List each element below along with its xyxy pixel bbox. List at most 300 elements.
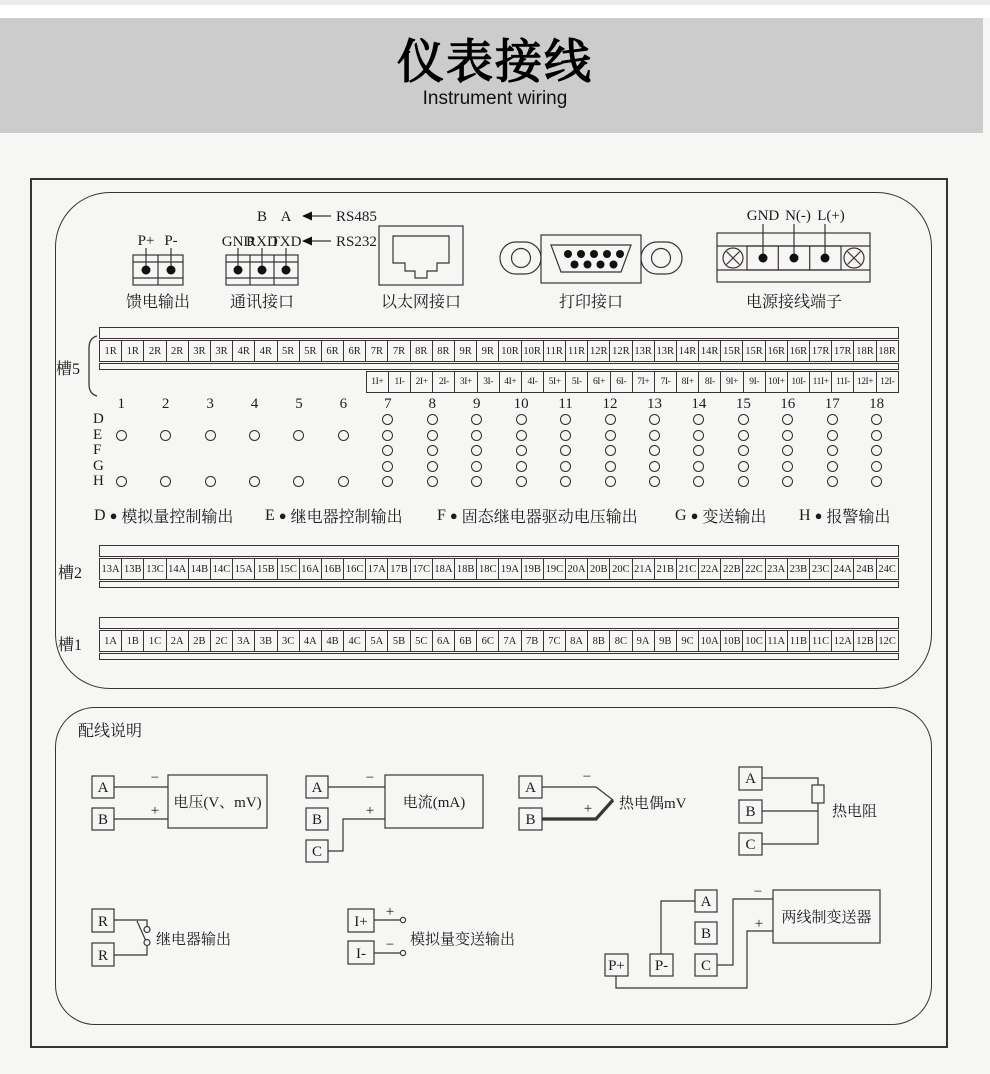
io-grid-cell bbox=[99, 474, 143, 490]
slot5-i-terminal-cell: 2I+ bbox=[410, 371, 433, 393]
rj45-icon bbox=[393, 236, 449, 278]
legend-item bbox=[675, 504, 766, 527]
slot2-terminal-cell: 22C bbox=[742, 558, 765, 580]
slot5-i-terminal-cell: 6I+ bbox=[587, 371, 610, 393]
channel-number: 8 bbox=[428, 395, 437, 412]
slot5-terminal-cell: 5R bbox=[299, 340, 322, 362]
channel-number: 7 bbox=[384, 395, 392, 412]
io-grid-cell bbox=[366, 428, 410, 444]
terminal-label: A bbox=[525, 780, 536, 796]
slot2-terminal-cell: 16C bbox=[343, 558, 366, 580]
slot1-terminal-cell: 11A bbox=[765, 630, 788, 652]
slot5-terminal-cell: 17R bbox=[831, 340, 854, 362]
io-point-circle bbox=[871, 430, 882, 441]
io-grid-cell bbox=[677, 443, 721, 459]
slot5-i-terminal-cell: 12I- bbox=[876, 371, 899, 393]
channel-number: 4 bbox=[250, 395, 259, 412]
io-grid-cell bbox=[854, 428, 898, 444]
slot5-terminal-cell: 6R bbox=[343, 340, 366, 362]
io-point-circle bbox=[516, 461, 527, 472]
slot1-terminal-cell: 2A bbox=[166, 630, 189, 652]
slot1-terminal-cell: 3B bbox=[254, 630, 277, 652]
relay-contact bbox=[144, 927, 150, 933]
slot2-terminal-cell: 13B bbox=[121, 558, 144, 580]
feed-dot bbox=[142, 266, 151, 275]
io-grid-row bbox=[99, 474, 899, 490]
io-grid-cell bbox=[143, 459, 187, 475]
io-grid-cell bbox=[143, 428, 187, 444]
slot5-terminal-cell: 7R bbox=[387, 340, 410, 362]
io-grid-cell bbox=[99, 443, 143, 459]
connector-diagram bbox=[100, 200, 900, 314]
slot5-terminal-cell: 1R bbox=[99, 340, 122, 362]
slot2-terminal-cell: 15B bbox=[254, 558, 277, 580]
current-box-label: 电流(mA) bbox=[402, 795, 466, 811]
legend-key: F bbox=[437, 506, 446, 524]
io-grid-cell bbox=[499, 412, 543, 428]
channel-number: 3 bbox=[206, 395, 214, 412]
terminal-label: I+ bbox=[354, 914, 368, 930]
power-left-screw-cross bbox=[727, 252, 740, 265]
slot5-i-terminal-cell: 3I+ bbox=[454, 371, 477, 393]
thermocouple-label: 热电偶mV bbox=[619, 796, 687, 812]
io-point-circle bbox=[871, 445, 882, 456]
db9-pin bbox=[564, 250, 572, 258]
io-grid-cell bbox=[721, 459, 765, 475]
terminal-label: C bbox=[700, 958, 712, 974]
io-point-circle bbox=[249, 476, 260, 487]
slot5-terminal-cell: 12R bbox=[587, 340, 610, 362]
slot2-terminal-cell: 20C bbox=[609, 558, 632, 580]
relay-label: 继电器输出 bbox=[156, 932, 232, 948]
rtd-resistor-icon bbox=[812, 785, 824, 803]
io-grid-cell bbox=[410, 412, 454, 428]
io-grid-cell bbox=[766, 428, 810, 444]
io-grid-cell bbox=[766, 412, 810, 428]
io-point-circle bbox=[471, 476, 482, 487]
terminal-label: P- bbox=[654, 958, 669, 974]
slot2-terminal-cell: 15A bbox=[232, 558, 255, 580]
slot5-terminal-cell: 4R bbox=[232, 340, 255, 362]
io-point-circle bbox=[782, 445, 793, 456]
io-point-circle bbox=[693, 430, 704, 441]
terminal-label: C bbox=[311, 844, 323, 860]
slot5-terminal-cell: 4R bbox=[254, 340, 277, 362]
io-grid-cell bbox=[588, 443, 632, 459]
slot5-i-terminal-cell: 7I- bbox=[654, 371, 677, 393]
io-point-circle bbox=[782, 430, 793, 441]
slot2-terminal-cell: 17A bbox=[365, 558, 388, 580]
db9-pin bbox=[577, 250, 585, 258]
io-grid-cell bbox=[632, 474, 676, 490]
slot2-terminal-cell: 21A bbox=[632, 558, 655, 580]
io-grid-cell bbox=[277, 443, 321, 459]
polarity-minus: − bbox=[150, 770, 160, 786]
io-grid-cell bbox=[854, 412, 898, 428]
slot2-terminal-cell: 24B bbox=[853, 558, 876, 580]
terminal-label: B bbox=[700, 926, 712, 942]
db9-pin bbox=[571, 261, 579, 269]
io-point-circle bbox=[871, 414, 882, 425]
io-grid-cell bbox=[854, 459, 898, 475]
io-point-circle bbox=[649, 445, 660, 456]
io-grid-cell bbox=[810, 459, 854, 475]
io-grid-cell bbox=[143, 474, 187, 490]
rs485-label: RS485 bbox=[336, 209, 377, 225]
channel-number: 12 bbox=[602, 395, 618, 412]
slot1-terminal-cell: 3A bbox=[232, 630, 255, 652]
io-grid-cell bbox=[410, 443, 454, 459]
io-grid-cell bbox=[854, 474, 898, 490]
slot5-terminal-cell: 2R bbox=[143, 340, 166, 362]
legend-key: D bbox=[94, 506, 106, 524]
legend-dot-icon: ● bbox=[449, 507, 458, 523]
io-grid-cell bbox=[321, 474, 365, 490]
slot2-bottom-bar bbox=[99, 581, 899, 588]
slot2-terminal-cell: 14B bbox=[188, 558, 211, 580]
comm-wires bbox=[238, 248, 286, 268]
terminal-label: A bbox=[700, 894, 712, 910]
analog-out-label: 模拟量变送输出 bbox=[410, 932, 516, 948]
io-grid-cell bbox=[632, 428, 676, 444]
terminal-label: R bbox=[97, 914, 109, 930]
io-point-circle bbox=[605, 445, 616, 456]
io-point-circle bbox=[738, 476, 749, 487]
terminal-label: I- bbox=[356, 946, 366, 962]
db9-pin bbox=[610, 261, 618, 269]
terminal-label: A bbox=[311, 780, 323, 796]
polarity-minus: − bbox=[582, 769, 592, 785]
feed-dot bbox=[167, 266, 176, 275]
slot2-terminal-cell: 18B bbox=[454, 558, 477, 580]
wiring-diagrams bbox=[60, 750, 930, 1020]
io-point-circle bbox=[205, 430, 216, 441]
io-grid-cell bbox=[455, 474, 499, 490]
slot5-i-terminal-cell: 1I+ bbox=[366, 371, 389, 393]
slot2-terminal-cell: 17B bbox=[387, 558, 410, 580]
io-grid-cell bbox=[232, 474, 276, 490]
slot2-terminal-cell: 21C bbox=[676, 558, 699, 580]
io-grid-cell bbox=[410, 474, 454, 490]
channel-number: 10 bbox=[513, 395, 529, 412]
io-grid-cell bbox=[543, 459, 587, 475]
printer-caption: 打印接口 bbox=[558, 294, 624, 311]
slot5-i-terminal-cell: 6I- bbox=[610, 371, 633, 393]
io-grid-cell bbox=[143, 412, 187, 428]
terminal-label: P+ bbox=[608, 958, 625, 974]
io-point-circle bbox=[293, 476, 304, 487]
slot5-terminal-cell: 16R bbox=[765, 340, 788, 362]
io-point-circle bbox=[427, 445, 438, 456]
io-point-circle bbox=[471, 414, 482, 425]
rs232-arrow-icon bbox=[302, 237, 312, 246]
slot5-terminal-cell: 17R bbox=[809, 340, 832, 362]
polarity-plus: + bbox=[385, 904, 395, 920]
power-right-screw-cross bbox=[848, 252, 861, 265]
slot2-terminal-cell: 13C bbox=[143, 558, 166, 580]
slot5-terminal-cell: 2R bbox=[166, 340, 189, 362]
polarity-plus: + bbox=[754, 916, 764, 932]
io-grid-cell bbox=[232, 428, 276, 444]
io-point-circle bbox=[560, 430, 571, 441]
io-point-circle bbox=[649, 430, 660, 441]
terminal-label: A bbox=[745, 771, 756, 787]
slot5-terminal-cell: 15R bbox=[742, 340, 765, 362]
io-point-circle bbox=[338, 430, 349, 441]
io-grid-cell bbox=[543, 474, 587, 490]
io-grid-cell bbox=[588, 459, 632, 475]
slot5-i-terminal-cell: 8I+ bbox=[676, 371, 699, 393]
io-point-circle bbox=[382, 461, 393, 472]
io-point-circle bbox=[605, 430, 616, 441]
slot1-terminal-cell: 5A bbox=[365, 630, 388, 652]
io-grid-cell bbox=[410, 459, 454, 475]
slot2-terminal-cell: 14C bbox=[210, 558, 233, 580]
legend-text: 固态继电器驱动电压输出 bbox=[461, 509, 638, 526]
slot2-terminal-cell: 22B bbox=[720, 558, 743, 580]
io-grid-cell bbox=[632, 443, 676, 459]
slot1-terminal-cell: 10A bbox=[698, 630, 721, 652]
io-grid-cell bbox=[588, 412, 632, 428]
slot5-i-terminal-cell: 4I- bbox=[521, 371, 544, 393]
slot2-terminal-cell: 16A bbox=[299, 558, 322, 580]
io-grid-cell bbox=[721, 428, 765, 444]
io-grid-cell bbox=[321, 428, 365, 444]
slot5-terminal-cell: 5R bbox=[277, 340, 300, 362]
io-grid-cell bbox=[632, 459, 676, 475]
grid-row-label: G bbox=[93, 457, 104, 474]
io-grid-cell bbox=[277, 459, 321, 475]
io-point-circle bbox=[782, 414, 793, 425]
slot1-bottom-bar bbox=[99, 653, 899, 660]
channel-number: 16 bbox=[780, 395, 796, 412]
io-point-circle bbox=[516, 430, 527, 441]
slot2-terminal-cell: 18A bbox=[432, 558, 455, 580]
io-grid-cell bbox=[810, 412, 854, 428]
voltage-box-label: 电压(V、mV) bbox=[173, 795, 262, 811]
rtd-label: 热电阻 bbox=[832, 804, 878, 820]
polarity-plus: + bbox=[150, 803, 160, 819]
io-grid-cell bbox=[766, 443, 810, 459]
io-point-circle bbox=[693, 476, 704, 487]
slot2-terminal-cell: 23A bbox=[765, 558, 788, 580]
wiring-section-title: 配线说明 bbox=[78, 723, 143, 740]
slot1-terminal-cell: 12C bbox=[876, 630, 899, 652]
io-point-circle bbox=[516, 445, 527, 456]
io-point-circle bbox=[782, 476, 793, 487]
slot1-label: 槽1 bbox=[58, 637, 83, 654]
io-grid-row bbox=[99, 428, 899, 444]
io-point-circle bbox=[160, 476, 171, 487]
io-grid-cell bbox=[99, 459, 143, 475]
slot5-i-terminal-cell: 11I+ bbox=[809, 371, 832, 393]
io-grid-cell bbox=[410, 428, 454, 444]
io-point-circle bbox=[738, 430, 749, 441]
slot5-terminal-cell: 10R bbox=[521, 340, 544, 362]
slot2-terminal-cell: 15C bbox=[277, 558, 300, 580]
io-grid-cell bbox=[455, 443, 499, 459]
page-title: 仪表接线 bbox=[397, 35, 593, 88]
channel-number: 13 bbox=[646, 395, 662, 412]
legend-dot-icon: ● bbox=[690, 507, 699, 523]
rs485-b-label: B bbox=[256, 209, 268, 225]
io-grid-cell bbox=[677, 474, 721, 490]
slot2-terminal-cell: 18C bbox=[476, 558, 499, 580]
slot1-terminal-cell: 4B bbox=[321, 630, 344, 652]
slot5-terminal-cell: 14R bbox=[698, 340, 721, 362]
slot2-terminal-cell: 22A bbox=[698, 558, 721, 580]
comm-terminal-label: TXD bbox=[270, 234, 302, 250]
io-grid-cell bbox=[766, 459, 810, 475]
slot1-terminal-cell: 11B bbox=[787, 630, 810, 652]
db9-left-ear bbox=[500, 242, 541, 274]
io-point-circle bbox=[471, 430, 482, 441]
slot5-bottom-bar bbox=[99, 363, 899, 370]
rs485-a-label: A bbox=[280, 209, 292, 225]
io-grid-cell bbox=[232, 412, 276, 428]
io-grid-cell bbox=[321, 412, 365, 428]
channel-number: 6 bbox=[339, 395, 348, 412]
feed-terminal-label: P+ bbox=[137, 233, 155, 249]
comm-caption: 通讯接口 bbox=[229, 294, 295, 311]
io-grid-row bbox=[99, 443, 899, 459]
slot5-terminal-cell: 18R bbox=[853, 340, 876, 362]
io-point-circle bbox=[382, 445, 393, 456]
rs232-label: RS232 bbox=[336, 234, 377, 250]
io-point-circle bbox=[427, 430, 438, 441]
db9-pin bbox=[603, 250, 611, 258]
thermocouple-plus-wire bbox=[542, 800, 613, 819]
slot5-i-terminal-cell: 1I- bbox=[388, 371, 411, 393]
io-point-circle bbox=[649, 414, 660, 425]
slot5-terminal-cell: 8R bbox=[432, 340, 455, 362]
slot2-terminal-cell: 19B bbox=[521, 558, 544, 580]
legend-key: H bbox=[799, 506, 811, 524]
io-point-circle bbox=[827, 430, 838, 441]
slot2-terminal-cell: 21B bbox=[654, 558, 677, 580]
slot2-terminal-cell: 23B bbox=[787, 558, 810, 580]
io-point-circle bbox=[160, 430, 171, 441]
slot2-terminal-cell: 19A bbox=[498, 558, 521, 580]
slot2-terminal-cell: 20B bbox=[587, 558, 610, 580]
legend-item bbox=[94, 504, 233, 527]
io-point-circle bbox=[560, 445, 571, 456]
channel-number: 9 bbox=[472, 395, 481, 412]
slot2-top-bar bbox=[99, 545, 899, 557]
slot1-terminal-cell: 8A bbox=[565, 630, 588, 652]
io-grid-cell bbox=[321, 443, 365, 459]
legend-key: G bbox=[675, 506, 687, 524]
slot5-i-terminal-cell: 5I+ bbox=[543, 371, 566, 393]
io-point-circle bbox=[827, 414, 838, 425]
io-point-circle bbox=[693, 461, 704, 472]
legend-text: 模拟量控制输出 bbox=[121, 509, 234, 526]
slot1-terminal-cell: 8C bbox=[609, 630, 632, 652]
top-white-strip bbox=[0, 5, 990, 18]
io-point-circle bbox=[471, 461, 482, 472]
io-grid-cell bbox=[721, 412, 765, 428]
slot2-label: 槽2 bbox=[58, 565, 83, 582]
io-grid-cell bbox=[366, 474, 410, 490]
slot1-terminal-cell: 8B bbox=[587, 630, 610, 652]
io-grid-cell bbox=[366, 412, 410, 428]
slot5-terminal-cell: 12R bbox=[609, 340, 632, 362]
slot5-terminal-cell: 9R bbox=[454, 340, 477, 362]
power-dot bbox=[790, 254, 799, 263]
io-point-circle bbox=[605, 414, 616, 425]
db9-left-hole bbox=[512, 249, 531, 268]
two-wire-box-label: 两线制变送器 bbox=[781, 910, 872, 926]
slot1-terminal-cell: 4A bbox=[299, 630, 322, 652]
slot5-label: 槽5 bbox=[56, 361, 81, 378]
io-grid-cell bbox=[321, 459, 365, 475]
io-point-circle bbox=[516, 476, 527, 487]
io-grid-cell bbox=[810, 443, 854, 459]
terminal-label: A bbox=[97, 780, 109, 796]
slot2-terminal-cell: 14A bbox=[166, 558, 189, 580]
db9-pin bbox=[616, 250, 624, 258]
comm-terminal-label: GND bbox=[221, 234, 255, 250]
slot5-i-terminal-cell: 3I- bbox=[477, 371, 500, 393]
polarity-minus: − bbox=[365, 770, 375, 786]
slot5-terminal-cell: 11R bbox=[543, 340, 566, 362]
slot2-terminal-cell: 23C bbox=[809, 558, 832, 580]
io-point-circle bbox=[871, 461, 882, 472]
io-grid-cell bbox=[588, 428, 632, 444]
slot1-terminal-cell: 3C bbox=[277, 630, 300, 652]
io-grid-cell bbox=[588, 474, 632, 490]
slot2-terminal-cell: 13A bbox=[99, 558, 122, 580]
db9-right-hole bbox=[652, 249, 671, 268]
legend-key: E bbox=[265, 506, 275, 524]
terminal-label: C bbox=[745, 837, 756, 853]
legend-item bbox=[799, 504, 890, 527]
io-point-circle bbox=[427, 476, 438, 487]
terminal-label: B bbox=[311, 812, 323, 828]
legend-item bbox=[265, 504, 403, 527]
io-point-circle bbox=[560, 461, 571, 472]
comm-dot bbox=[282, 266, 291, 275]
io-grid-row bbox=[99, 459, 899, 475]
io-grid-cell bbox=[232, 459, 276, 475]
io-grid-cell bbox=[277, 412, 321, 428]
slot5-i-terminal-cell: 4I+ bbox=[499, 371, 522, 393]
io-point-circle bbox=[738, 445, 749, 456]
io-grid-row bbox=[99, 412, 899, 428]
slot5-i-terminal-cell: 9I- bbox=[743, 371, 766, 393]
power-dot bbox=[821, 254, 830, 263]
voltage-wires bbox=[114, 787, 168, 819]
slot5-i-terminal-cell: 11I- bbox=[831, 371, 854, 393]
slot1-terminal-cell: 2C bbox=[210, 630, 233, 652]
polarity-minus: − bbox=[753, 884, 763, 900]
io-grid-cell bbox=[188, 412, 232, 428]
polarity-plus: + bbox=[583, 801, 593, 817]
io-point-circle bbox=[649, 476, 660, 487]
legend-text: 继电器控制输出 bbox=[290, 509, 403, 526]
io-point-circle bbox=[560, 414, 571, 425]
grid-row-label: D bbox=[93, 411, 104, 428]
slot5-terminal-cell: 13R bbox=[632, 340, 655, 362]
terminal-label: B bbox=[525, 812, 536, 828]
arrow-lines bbox=[310, 216, 331, 241]
slot1-terminal-cell: 6B bbox=[454, 630, 477, 652]
slot5-terminal-cell: 15R bbox=[720, 340, 743, 362]
slot1-terminal-cell: 6A bbox=[432, 630, 455, 652]
io-grid-cell bbox=[810, 474, 854, 490]
channel-number: 1 bbox=[117, 395, 125, 412]
slot5-terminal-cell: 7R bbox=[365, 340, 388, 362]
